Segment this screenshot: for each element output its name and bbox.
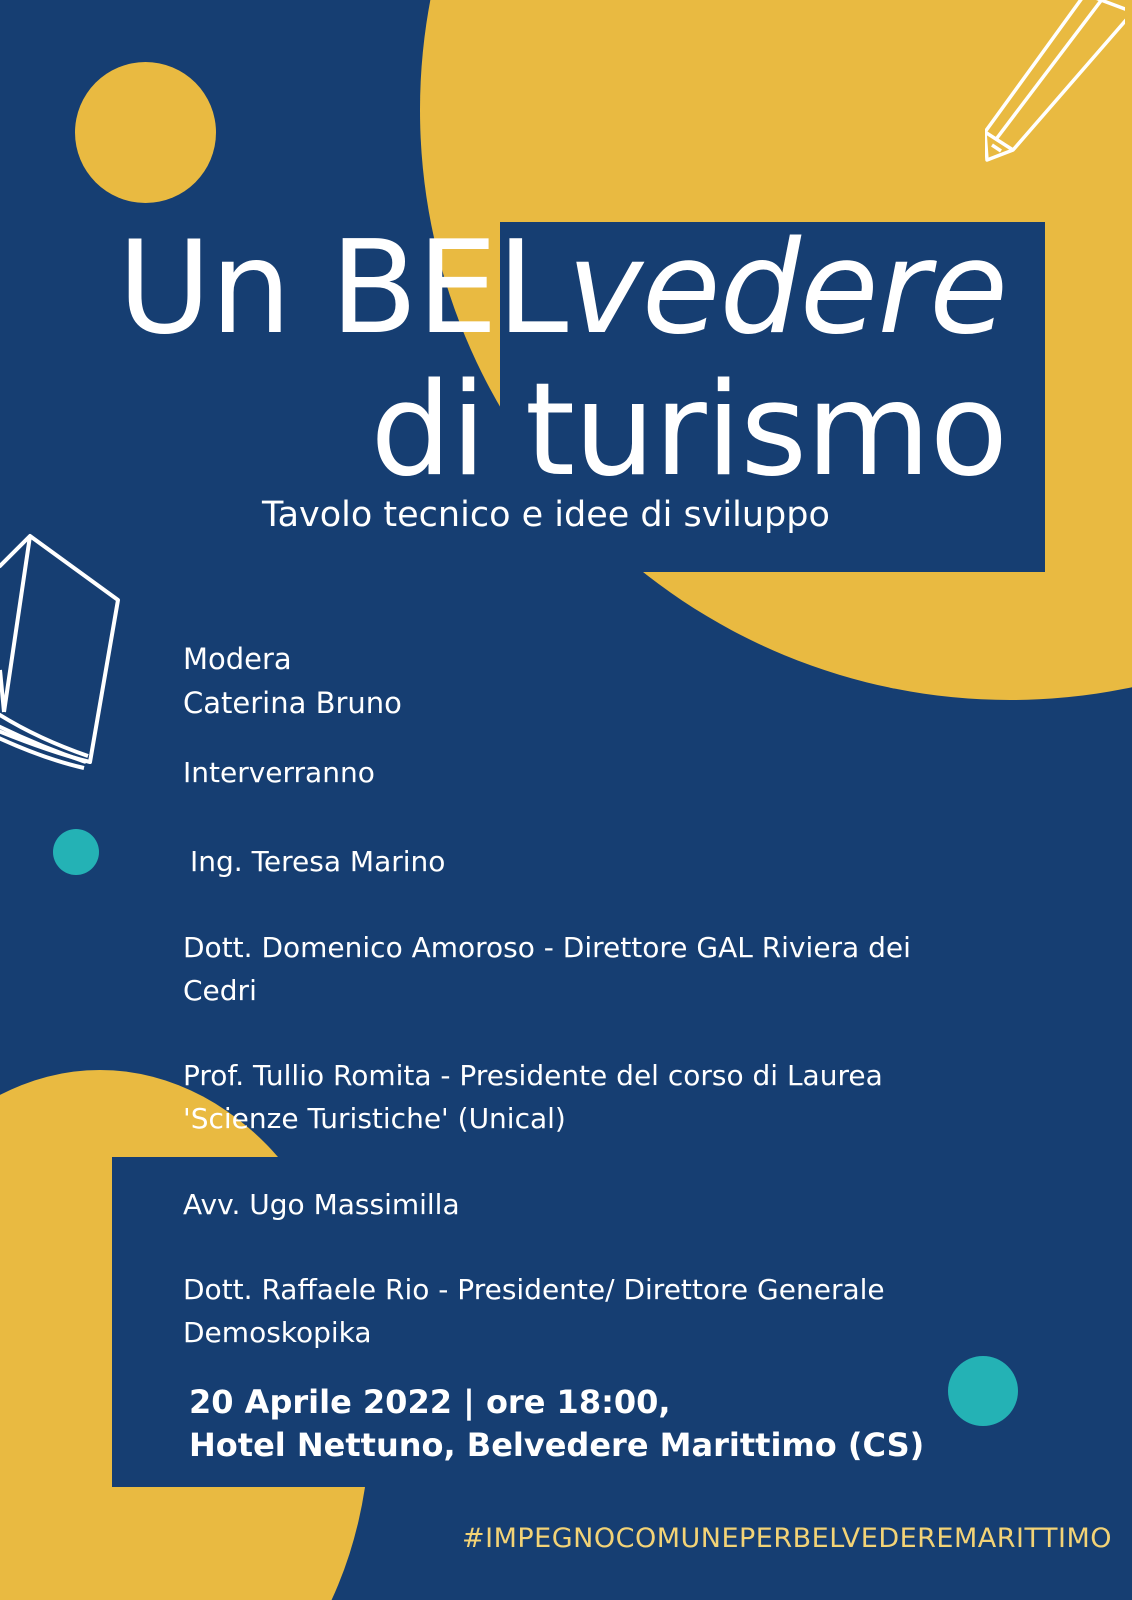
- speaker-item: Avv. Ugo Massimilla: [183, 1188, 460, 1221]
- campaign-hashtag: #IMPEGNOCOMUNEPERBELVEDEREMARITTIMO: [462, 1523, 1112, 1554]
- title-line-2: di turismo: [370, 356, 1007, 505]
- open-book-icon: [0, 530, 140, 780]
- bottom-yellow-shape: [0, 1157, 105, 1600]
- event-subtitle: Tavolo tecnico e idee di sviluppo: [262, 495, 830, 535]
- small-yellow-circle: [75, 62, 216, 203]
- speaker-item: Ing. Teresa Marino: [190, 845, 446, 878]
- teal-dot: [53, 829, 99, 875]
- speakers-heading: Interverranno: [183, 756, 375, 789]
- title-line-1: Un BELvedere: [117, 214, 1007, 363]
- event-venue: Hotel Nettuno, Belvedere Marittimo (CS): [189, 1426, 925, 1464]
- event-title: [117, 214, 1007, 505]
- event-date-time: 20 Aprile 2022 | ore 18:00,: [189, 1383, 671, 1421]
- moderator-name: Caterina Bruno: [183, 686, 402, 720]
- moderator-label: Modera: [183, 642, 292, 676]
- title-italic-word: vedere: [567, 214, 1007, 363]
- pencil-icon: [985, 0, 1125, 170]
- speaker-item: Prof. Tullio Romita - Presidente del corso di Laurea 'Scienze Turistiche' (Unical): [183, 1059, 883, 1135]
- speaker-item: Dott. Domenico Amoroso - Direttore GAL Riviera dei Cedri: [183, 931, 911, 1007]
- teal-dot: [948, 1356, 1018, 1426]
- speaker-item: Dott. Raffaele Rio - Presidente/ Direttore Generale Demoskopika: [183, 1273, 885, 1349]
